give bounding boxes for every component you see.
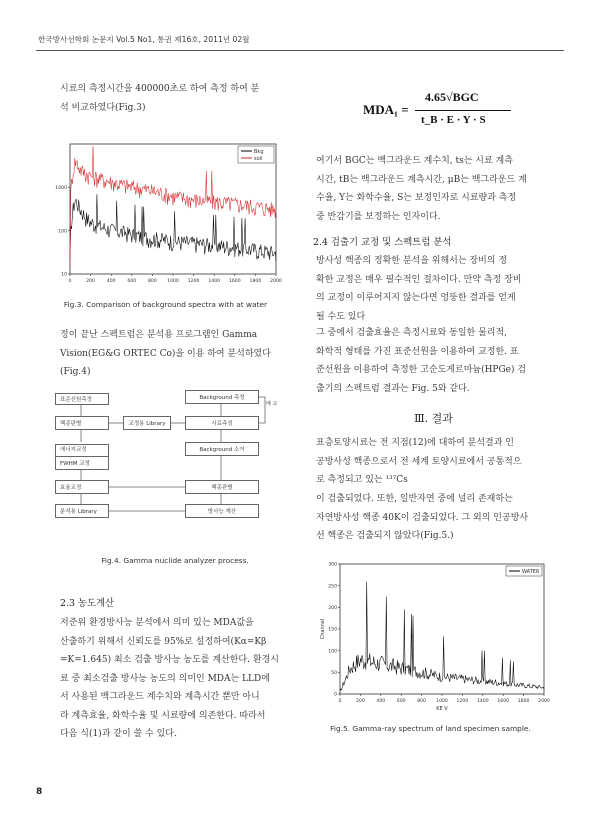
plot-frame	[340, 564, 544, 694]
fig4-caption: Fig.4. Gamma nuclide analyzer process.	[101, 556, 249, 565]
x-tick-label: 2000	[270, 279, 282, 284]
formula-numerator: 4.65√BGC	[425, 90, 479, 104]
x-tick-label: 1000	[436, 699, 448, 704]
text-line: 준선원을 이용하여 측정한 고순도게르마늄(HPGe) 검	[316, 365, 527, 375]
formula-definition-paragraph	[316, 152, 551, 226]
y-tick-label: 0	[334, 692, 337, 698]
x-tick-label: 1400	[476, 699, 489, 704]
x-tick-label: 600	[396, 699, 406, 704]
y-tick-label: 10	[61, 272, 67, 278]
text-line: 라 계측효율, 화학수율 및 시료량에 의존한다. 따라서	[60, 710, 266, 721]
text-line: 다음 식(1)과 같이 쓸 수 있다.	[60, 729, 177, 739]
text-line: 공방사성 핵종으로서 전 세계 토양시료에서 공통적으	[316, 456, 522, 467]
fig4-flowchart	[55, 390, 295, 545]
x-tick-label: 1800	[517, 699, 530, 704]
text-line: 자연방사성 핵종 40K이 검출되었다. 그 외의 인공방사	[316, 512, 529, 523]
x-tick-label: 1600	[228, 279, 241, 284]
text-line: 석 비교하였다(Fig.3)	[60, 102, 146, 113]
legend-label: Bkg	[254, 148, 264, 155]
legend-label: WATER	[522, 568, 540, 575]
section-3-body-2	[316, 490, 551, 546]
x-tick-label: 800	[148, 279, 157, 284]
x-tick-label: 400	[106, 279, 116, 284]
x-tick-label: 800	[417, 699, 426, 704]
journal-header: 한국방사선학회 논문지 Vol.5 No1, 통권 제16호, 2011년 02월	[38, 35, 250, 44]
formula-lhs: MDA₁ =	[363, 102, 409, 117]
x-tick-label: 1400	[208, 279, 221, 284]
series-line-water	[340, 582, 544, 692]
text-line: 확한 교정은 매우 필수적인 절차이다. 만약 측정 장비	[316, 274, 522, 285]
y-tick-label: 250	[328, 584, 337, 590]
text-line: 료 중 최소검출 방사능 농도의 의미인 MDA는 LLD에	[60, 673, 270, 684]
text-line: 방사성 핵종의 정확한 분석을 위해서는 장비의 정	[316, 256, 508, 266]
x-tick-label: 1200	[187, 279, 200, 284]
y-tick-label: 200	[328, 605, 337, 611]
y-axis-label: Channel	[320, 618, 326, 640]
text-line: 의 교정이 이루어지지 않는다면 엉뚱한 결과를 얻게	[316, 293, 516, 303]
x-tick-label: 1000	[167, 279, 179, 284]
flow-box-background-measure: Background 측정	[185, 390, 259, 404]
series-line-soil	[70, 146, 276, 267]
section-2-4-body-2	[316, 324, 551, 398]
mda-formula	[355, 88, 555, 134]
y-tick-label: 300	[328, 562, 337, 568]
header-rule	[36, 50, 564, 51]
fig3-caption: Fig.3. Comparison of background spectra with at water	[63, 300, 268, 309]
fig5-chart	[308, 546, 553, 726]
x-tick-label: 0	[68, 279, 72, 284]
x-tick-label: 200	[356, 699, 365, 704]
text-line: 시료의 측정시간을 400000초로 하여 측정 하여 분	[60, 84, 260, 94]
y-tick-label: 50	[331, 670, 337, 676]
text-line: 선 핵종은 검출되지 않았다(Fig.5.)	[316, 531, 454, 541]
y-tick-label: 100	[58, 229, 67, 235]
x-tick-label: 1800	[249, 279, 262, 284]
text-line: 될 수도 있다	[316, 311, 366, 322]
formula-fraction-bar	[415, 110, 511, 111]
text-line: 중 반감기를 보정하는 인자이다.	[316, 211, 441, 222]
intro-paragraph	[60, 80, 290, 117]
flow-box-analysis-library: 분석용 Library	[55, 504, 109, 518]
text-line: 이 검출되었다. 또한, 일반자연 중에 널리 존재하는	[316, 494, 513, 504]
paragraph-fig4-intro	[60, 326, 285, 382]
y-tick-label: 1000	[55, 185, 67, 191]
flow-box-efficiency-cal: 효율교정	[55, 480, 109, 494]
text-line: =K=1.645) 최소 검출 방사능 농도를 계산한다. 환경시	[60, 655, 279, 665]
x-tick-label: 0	[338, 699, 342, 704]
text-line: 여기서 BGC는 백그라운드 계수치, ts는 시료 계측	[316, 156, 513, 166]
x-tick-label: 200	[86, 279, 95, 284]
x-tick-label: 400	[376, 699, 386, 704]
section-2-4-body-1	[316, 252, 551, 326]
flow-side-label: 배 교	[266, 401, 278, 407]
plot-frame	[70, 144, 276, 274]
formula-denominator: t_B · E · Y · S	[421, 114, 486, 126]
text-line: 로 측정되고 있는 ¹³⁷Cs	[316, 475, 408, 485]
text-line: 시간, tB는 백그라운드 계측시간, μB는 백그라운드 계	[316, 174, 527, 185]
x-tick-label: 2000	[538, 699, 550, 704]
text-line: Vision(EG&G ORTEC Co)을 이용 하여 분석하였다	[60, 348, 271, 359]
flow-box-nuclide-id: 핵종판별	[55, 416, 109, 430]
section-2-3-body	[60, 614, 290, 744]
section-2-3-title: 2.3 농도계산	[60, 598, 115, 609]
text-line: 산출하기 위해서 신뢰도를 95%로 설정하여(Kα=Kβ	[60, 636, 267, 647]
text-line: (Fig.4)	[60, 367, 91, 377]
x-tick-label: 1600	[497, 699, 510, 704]
flow-box-activity-calc: 방사능 계산	[185, 504, 259, 518]
legend-label: soil	[254, 155, 263, 162]
flow-box-cal-library: 교정용 Library	[123, 416, 171, 430]
flow-box-nuclide-id-right: 핵종판별	[185, 480, 259, 494]
fig3-chart	[48, 138, 283, 293]
text-line: 정이 끝난 스펙트럼은 분석용 프로그램인 Gamma	[60, 330, 258, 340]
section-3-title: Ⅲ. 결과	[414, 412, 453, 425]
text-line: 저준위 환경방사능 분석에서 의미 있는 MDA값을	[60, 618, 254, 628]
section-2-4-title: 2.4 검출기 교정 및 스펙트럼 분석	[313, 237, 452, 248]
flow-box-background-subtract: Background 소거	[185, 442, 259, 456]
fig5-caption: Fig.5. Gamma-ray spectrum of land specimen sample.	[330, 724, 531, 733]
x-axis-label: KE V	[436, 706, 448, 712]
text-line: 그 중에서 검출효율은 측정시료와 동일한 물리적,	[316, 328, 508, 338]
text-line: 수율, Y는 화학수율, S는 보정인자로 시료량과 측정	[316, 193, 517, 203]
page-number: 8	[36, 787, 43, 797]
text-line: 화학적 형태를 가진 표준선원을 이용하여 교정한. 표	[316, 346, 519, 357]
text-line: 표층토양시료는 전 지점(12)에 대하여 분석결과 인	[316, 438, 514, 448]
flow-box-standard-source: 표준선원측정	[55, 393, 109, 405]
y-tick-label: 100	[328, 649, 337, 655]
x-tick-label: 1200	[456, 699, 469, 704]
flow-box-energy-cal: 에너지교정	[55, 444, 109, 456]
flow-box-fwhm-cal: FWHM 교정	[55, 456, 109, 470]
text-line: 출기의 스펙트럼 결과는 Fig. 5와 같다.	[316, 383, 470, 394]
x-tick-label: 600	[127, 279, 137, 284]
flow-box-sample-measure: 시료측정	[185, 416, 259, 430]
text-line: 서 사용된 백그라운드 계수치와 계측시간 뿐만 아니	[60, 692, 260, 702]
section-3-body-1	[316, 434, 551, 490]
y-tick-label: 150	[328, 627, 337, 633]
